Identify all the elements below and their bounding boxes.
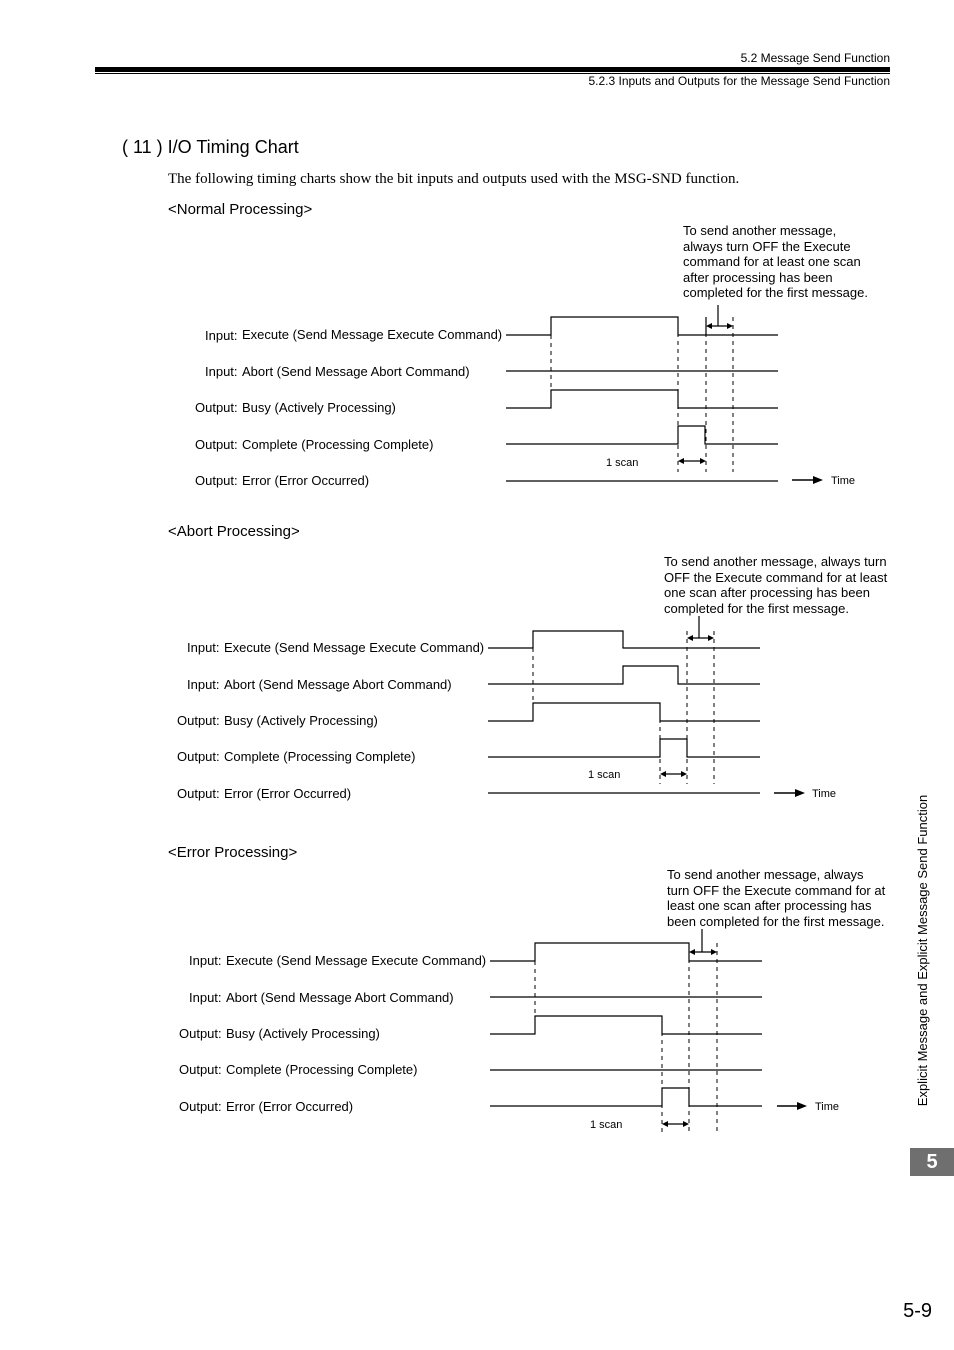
error-scan-label: 1 scan: [590, 1119, 623, 1131]
error-error-waveform: [490, 1088, 762, 1106]
header-rule: [95, 67, 890, 72]
page-heading: ( 11 ) I/O Timing Chart: [122, 137, 299, 157]
error-sig-1-name: Execute (Send Message Execute Command): [226, 953, 487, 968]
abort-sig-3-name: Busy (Actively Processing): [224, 713, 378, 728]
normal-sig-1-io: Input:: [205, 328, 238, 343]
error-sig-4-io: Output:: [179, 1062, 222, 1077]
abort-title: <Abort Processing>: [168, 523, 300, 540]
normal-sig-5-name: Error (Error Occurred): [242, 473, 370, 488]
error-busy-waveform: [490, 1016, 762, 1034]
side-tab: [912, 780, 932, 1125]
error-time-label: Time: [815, 1101, 840, 1113]
abort-note: To send another message, always turn OFF the Execute command for at least one scan after processing has been completed for the first message.: [664, 554, 888, 616]
chapter-badge: 5: [910, 1148, 954, 1176]
error-sig-1-io: Input:: [189, 953, 222, 968]
error-title: <Error Processing>: [168, 844, 298, 861]
normal-title: <Normal Processing>: [168, 201, 313, 218]
normal-scan-label: 1 scan: [606, 457, 639, 469]
normal-sig-2-io: Input:: [205, 364, 238, 379]
normal-sig-4-io: Output:: [195, 437, 238, 452]
error-sig-5-io: Output:: [179, 1099, 222, 1114]
error-note: To send another message, always turn OFF the Execute command for at least one scan after processing has been completed for the first message.: [667, 867, 886, 929]
abort-sig-4-name: Complete (Processing Complete): [224, 749, 416, 764]
abort-abort-waveform: [488, 666, 760, 684]
normal-sig-1-name: Execute (Send Message Execute Command): [242, 327, 503, 342]
error-sig-2-name: Abort (Send Message Abort Command): [226, 990, 454, 1005]
normal-sig-3-io: Output:: [195, 400, 238, 415]
abort-sig-5-io: Output:: [177, 786, 220, 801]
abort-sig-3-io: Output:: [177, 713, 220, 728]
error-sig-2-io: Input:: [189, 990, 222, 1005]
error-sig-5-name: Error (Error Occurred): [226, 1099, 354, 1114]
normal-busy-waveform: [506, 390, 778, 408]
abort-complete-waveform: [488, 739, 760, 757]
error-sig-4-name: Complete (Processing Complete): [226, 1062, 418, 1077]
normal-sig-3-name: Busy (Actively Processing): [242, 400, 396, 415]
abort-sig-1-name: Execute (Send Message Execute Command): [224, 640, 485, 655]
abort-sig-4-io: Output:: [177, 749, 220, 764]
abort-scan-label: 1 scan: [588, 769, 621, 781]
error-sig-3-io: Output:: [179, 1026, 222, 1041]
side-tab-text: Explicit Message and Explicit Message Send Function: [915, 794, 930, 1107]
abort-timing-diagram: [0, 612, 954, 812]
abort-sig-2-io: Input:: [187, 677, 220, 692]
normal-sig-2-name: Abort (Send Message Abort Command): [242, 364, 470, 379]
normal-complete-waveform: [506, 426, 778, 444]
error-execute-waveform: [490, 943, 762, 961]
header-section: 5.2 Message Send Function: [740, 51, 890, 65]
normal-sig-5-io: Output:: [195, 473, 238, 488]
normal-note: To send another message, always turn OFF the Execute command for at least one scan after processing has been completed for the first message.: [683, 223, 868, 300]
normal-execute-waveform: [506, 317, 778, 335]
normal-time-label: Time: [831, 475, 856, 487]
normal-timing-diagram: [0, 300, 954, 500]
normal-sig-4-name: Complete (Processing Complete): [242, 437, 434, 452]
abort-sig-1-io: Input:: [187, 640, 220, 655]
intro-paragraph: The following timing charts show the bit inputs and outputs used with the MSG-SND function.: [168, 171, 740, 187]
error-timing-diagram: [0, 925, 954, 1145]
abort-time-label: Time: [812, 788, 837, 800]
abort-sig-5-name: Error (Error Occurred): [224, 786, 352, 801]
error-sig-3-name: Busy (Actively Processing): [226, 1026, 380, 1041]
abort-sig-2-name: Abort (Send Message Abort Command): [224, 677, 452, 692]
abort-execute-waveform: [488, 631, 760, 648]
page-number: 5-9: [903, 1300, 932, 1322]
abort-busy-waveform: [488, 703, 760, 721]
header-subsection: 5.2.3 Inputs and Outputs for the Message Send Function: [588, 74, 890, 88]
